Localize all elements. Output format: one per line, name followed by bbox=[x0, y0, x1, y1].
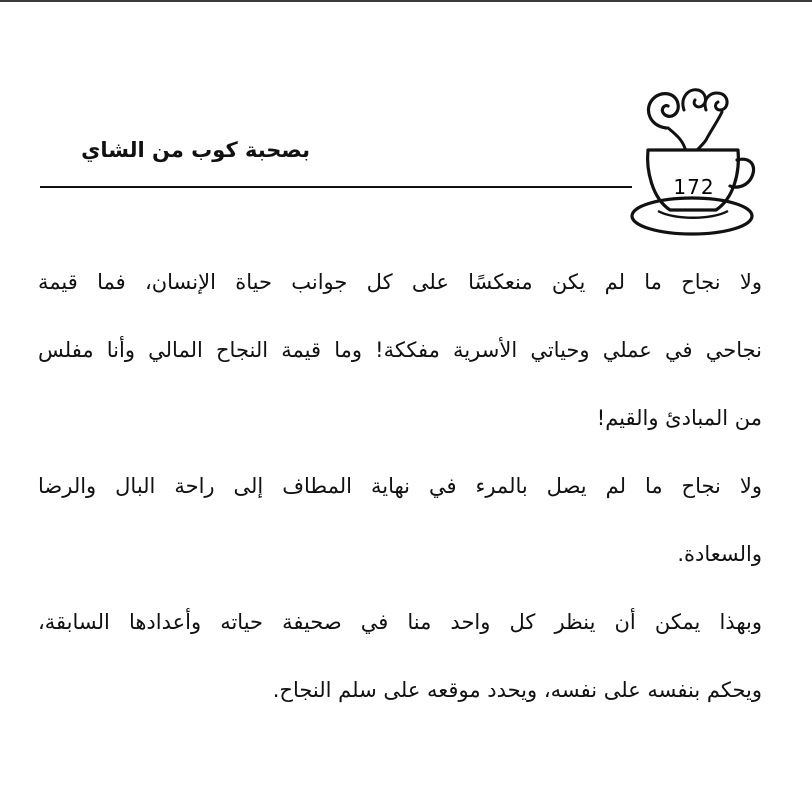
text-line: ويحكم بنفسه على نفسه، ويحدد موقعه على سلم النجاح. bbox=[272, 678, 762, 702]
page-number: 172 bbox=[673, 175, 715, 199]
paragraph-2 bbox=[38, 466, 762, 602]
paragraph-3 bbox=[38, 602, 762, 738]
text-line: من المبادئ والقيم! bbox=[596, 406, 762, 430]
top-border bbox=[0, 0, 812, 2]
text-line: وبهذا يمكن أن ينظر كل واحد منا في صحيفة حياته وأعدادها السابقة، bbox=[38, 610, 762, 634]
header-rule bbox=[40, 186, 632, 188]
running-header-title: بصحبة كوب من الشاي bbox=[81, 138, 310, 162]
text-line: نجاحي في عملي وحياتي الأسرية مفككة! وما قيمة النجاح المالي وأنا مفلس bbox=[38, 338, 762, 362]
text-line: والسعادة. bbox=[677, 542, 762, 566]
tea-cup-icon bbox=[622, 70, 762, 240]
text-line: ولا نجاح ما لم يكن منعكسًا على كل جوانب حياة الإنسان، فما قيمة bbox=[38, 270, 762, 294]
body-text bbox=[38, 262, 762, 738]
paragraph-1 bbox=[38, 262, 762, 466]
text-line: ولا نجاح ما لم يصل بالمرء في نهاية المطاف إلى راحة البال والرضا bbox=[38, 474, 762, 498]
